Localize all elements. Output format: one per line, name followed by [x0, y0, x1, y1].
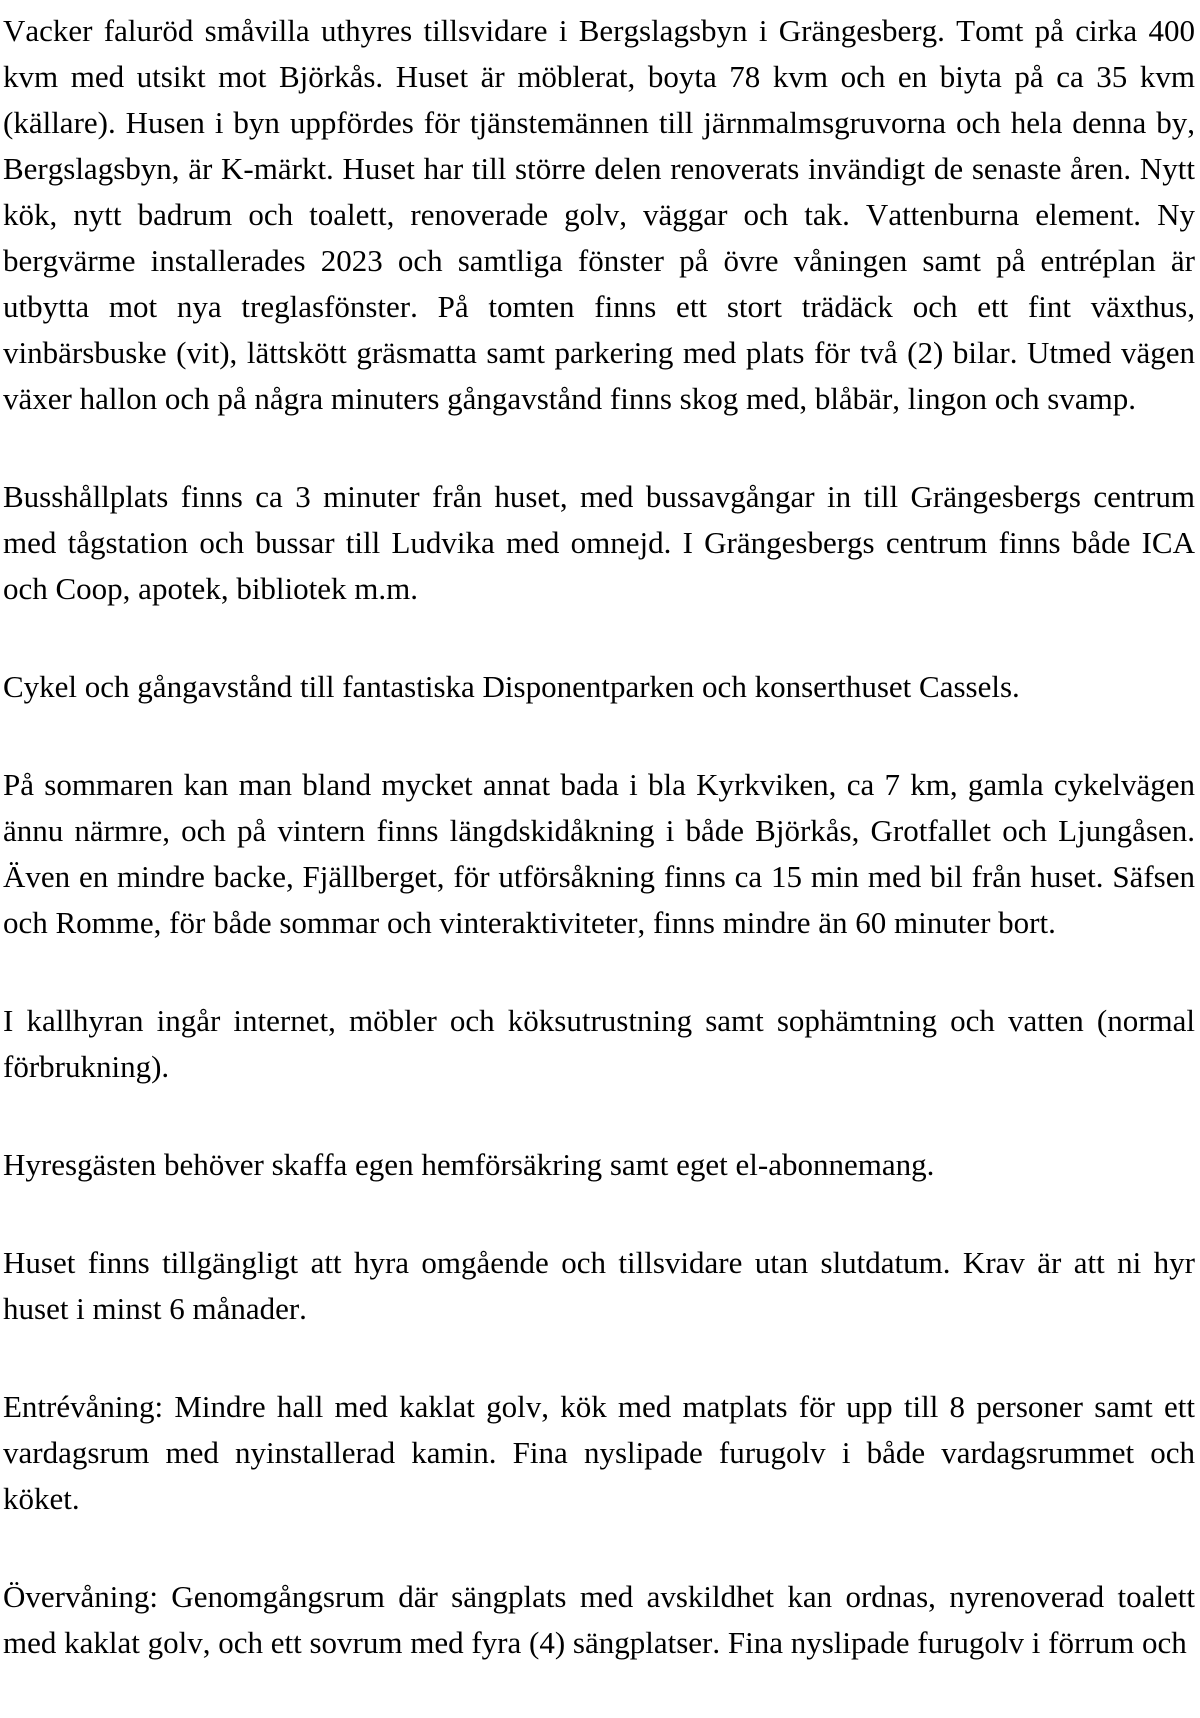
paragraph-availability: Huset finns tillgängligt att hyra omgående och tillsvidare utan slutdatum. Krav är att ni hyr huset i minst 6 månader. — [3, 1245, 1195, 1326]
paragraph-bus-connections: Busshållplats finns ca 3 minuter från huset, med bussavgångar in till Grängesbergs centrum med tågstation och bussar till Ludvika med omnejd. I Grängesbergs centrum finns både ICA och Coop, apotek, bibliotek m.m. — [3, 479, 1195, 606]
paragraph-rent-includes: I kallhyran ingår internet, möbler och köksutrustning samt sophämtning och vatten (normal förbrukning). — [3, 1003, 1195, 1084]
paragraph-seasonal-activities: På sommaren kan man bland mycket annat bada i bla Kyrkviken, ca 7 km, gamla cykelvägen ännu närmre, och på vintern finns längdskidåkning i både Björkås, Grotfallet och Ljungåsen. Även en mindre backe, Fjällberget, för utförsåkning finns ca 15 min med bil från huset. Säfsen och Romme, för både sommar och vinteraktiviteter, finns mindre än 60 minuter bort. — [3, 767, 1195, 940]
paragraph-property-description: Vacker faluröd småvilla uthyres tillsvidare i Bergslagsbyn i Grängesberg. Tomt på cirka 400 kvm med utsikt mot Björkås. Huset är möblerat, boyta 78 kvm och en biyta på ca 35 kvm (källare). Husen i byn uppfördes för tjänstemännen till järnmalmsgruvorna och hela denna by, Bergslagsbyn, är K-märkt. Huset har till större delen renoverats invändigt de senaste åren. Nytt kök, nytt badrum och toalett, renoverade golv, väggar och tak. Vattenburna element. Ny bergvärme installerades 2023 och samtliga fönster på övre våningen samt på entréplan är utbytta mot nya treglasfönster. På tomten finns ett stort trädäck och ett fint växthus, vinbärsbuske (vit), lättskött gräsmatta samt parkering med plats för två (2) bilar. Utmed vägen växer hallon och på några minuters gångavstånd finns skog med, blåbär, lingon och svamp. — [3, 13, 1195, 416]
paragraph-bike-distance: Cykel och gångavstånd till fantastiska Disponentparken och konserthuset Cassels. — [3, 669, 1020, 704]
paragraph-ground-floor: Entrévåning: Mindre hall med kaklat golv, kök med matplats för upp till 8 personer samt ett vardagsrum med nyinstallerad kamin. Fina nyslipade furugolv i både vardagsrummet och köket. — [3, 1389, 1195, 1516]
paragraph-upper-floor: Övervåning: Genomgångsrum där sängplats med avskildhet kan ordnas, nyrenoverad toalett med kaklat golv, och ett sovrum med fyra (4) sängplatser. Fina nyslipade furugolv i förrum och — [3, 1579, 1195, 1660]
paragraph-tenant-requirements: Hyresgästen behöver skaffa egen hemförsäkring samt eget el-abonnemang. — [3, 1147, 935, 1182]
